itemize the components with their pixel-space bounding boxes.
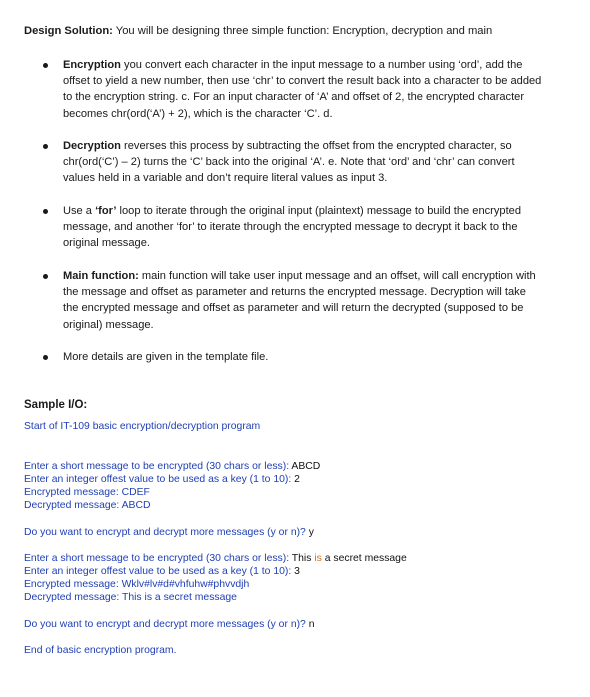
io-user-input: y xyxy=(308,527,314,538)
design-solution-label: Design Solution: xyxy=(24,25,113,37)
bullet-for-loop-term: ‘for’ xyxy=(95,205,117,217)
io-prompt: Enter a short message to be encrypted (30 chars or less): xyxy=(24,553,292,564)
bullet-encryption-term: Encryption xyxy=(63,59,121,71)
io-prompt: Do you want to encrypt and decrypt more messages (y or n)? xyxy=(24,619,309,630)
io-run2-decrypted-line xyxy=(24,591,237,604)
io-run1-key-line xyxy=(24,473,300,486)
bullet-decryption xyxy=(63,138,543,187)
design-solution-heading xyxy=(24,24,492,39)
bullet-dot-icon xyxy=(43,355,48,360)
io-user-input-highlight: is xyxy=(314,553,322,564)
io-label: Encrypted message: xyxy=(24,579,122,590)
io-again2-line xyxy=(24,618,315,631)
bullet-main-function-text: main function will take user input message and an offset, will call encryption with the message and offset as parameter and returns the encrypted message. Decryption will take the encrypted message and offset as parameter and will return the decrypted (supposed to be original) message. xyxy=(63,270,536,331)
bullet-more-details-text: More details are given in the template file. xyxy=(63,351,269,363)
io-prompt: Enter an integer offest value to be used as a key (1 to 10): xyxy=(24,474,295,485)
io-user-input: n xyxy=(308,619,315,630)
io-again1-line xyxy=(24,526,314,539)
io-prompt: Enter an integer offest value to be used as a key (1 to 10): xyxy=(24,566,295,577)
io-user-input: ABCD xyxy=(291,461,321,472)
io-user-input: 3 xyxy=(294,566,300,577)
bullet-for-loop-text: loop to iterate through the original input (plaintext) message to build the encrypted message, and another ‘for’ to iterate through the encrypted message to decrypt it back to the original message. xyxy=(63,205,521,250)
io-user-input: a secret message xyxy=(321,553,407,564)
io-user-input: 2 xyxy=(294,474,300,485)
design-solution-text: You will be designing three simple function: Encryption, decryption and main xyxy=(112,25,493,37)
bullet-main-function-term: Main function: xyxy=(63,270,139,282)
bullet-dot-icon xyxy=(43,209,48,214)
io-run2-key-line xyxy=(24,565,300,578)
bullet-encryption-text: you convert each character in the input message to a number using ‘ord’, add the offset to yield a new number, then use ‘chr’ to convert the result back into a character to be added to the encryption string. c. For an input character of ‘A’ and offset of 2, the encrypted character becomes chr(ord(‘A’) + 2), which is the character ‘C’. d. xyxy=(63,59,542,120)
io-output: This is a secret message xyxy=(122,592,237,603)
io-prompt: Do you want to encrypt and decrypt more messages (y or n)? xyxy=(24,527,309,538)
bullet-decryption-term: Decryption xyxy=(63,140,121,152)
bullet-for-loop xyxy=(63,203,543,252)
io-run1-message-line xyxy=(24,460,320,473)
io-label: Encrypted message: xyxy=(24,487,122,498)
bullet-more-details xyxy=(63,349,543,365)
io-run1-decrypted-line xyxy=(24,499,150,512)
bullet-dot-icon xyxy=(43,274,48,279)
io-start-line: Start of IT-109 basic encryption/decryption program xyxy=(24,421,261,432)
io-output: ABCD xyxy=(121,500,151,511)
sample-io-title: Sample I/O: xyxy=(24,399,88,411)
io-run1-encrypted-line xyxy=(24,486,150,499)
io-output: CDEF xyxy=(121,487,150,498)
io-end-line: End of basic encryption program. xyxy=(24,645,177,656)
io-output: Wklv#lv#d#vhfuhw#phvvdjh xyxy=(121,579,250,590)
io-prompt: Enter a short message to be encrypted (30 chars or less): xyxy=(24,461,292,472)
bullet-encryption xyxy=(63,57,543,122)
bullet-for-loop-pre: Use a xyxy=(63,205,96,217)
io-user-input: This xyxy=(291,553,315,564)
io-label: Decrypted message: xyxy=(24,592,122,603)
bullet-dot-icon xyxy=(43,144,48,149)
bullet-dot-icon xyxy=(43,63,48,68)
io-run2-encrypted-line xyxy=(24,578,249,591)
bullet-main-function xyxy=(63,268,543,333)
io-label: Decrypted message: xyxy=(24,500,122,511)
bullet-decryption-text: reverses this process by subtracting the offset from the encrypted character, so chr(ord(‘C’) – 2) turns the ‘C’ back into the original ‘A’. e. Note that ‘ord’ and ‘chr’ can convert values held in a variable and don’t require literal values as input 3. xyxy=(63,140,515,185)
io-run2-message-line xyxy=(24,552,407,565)
